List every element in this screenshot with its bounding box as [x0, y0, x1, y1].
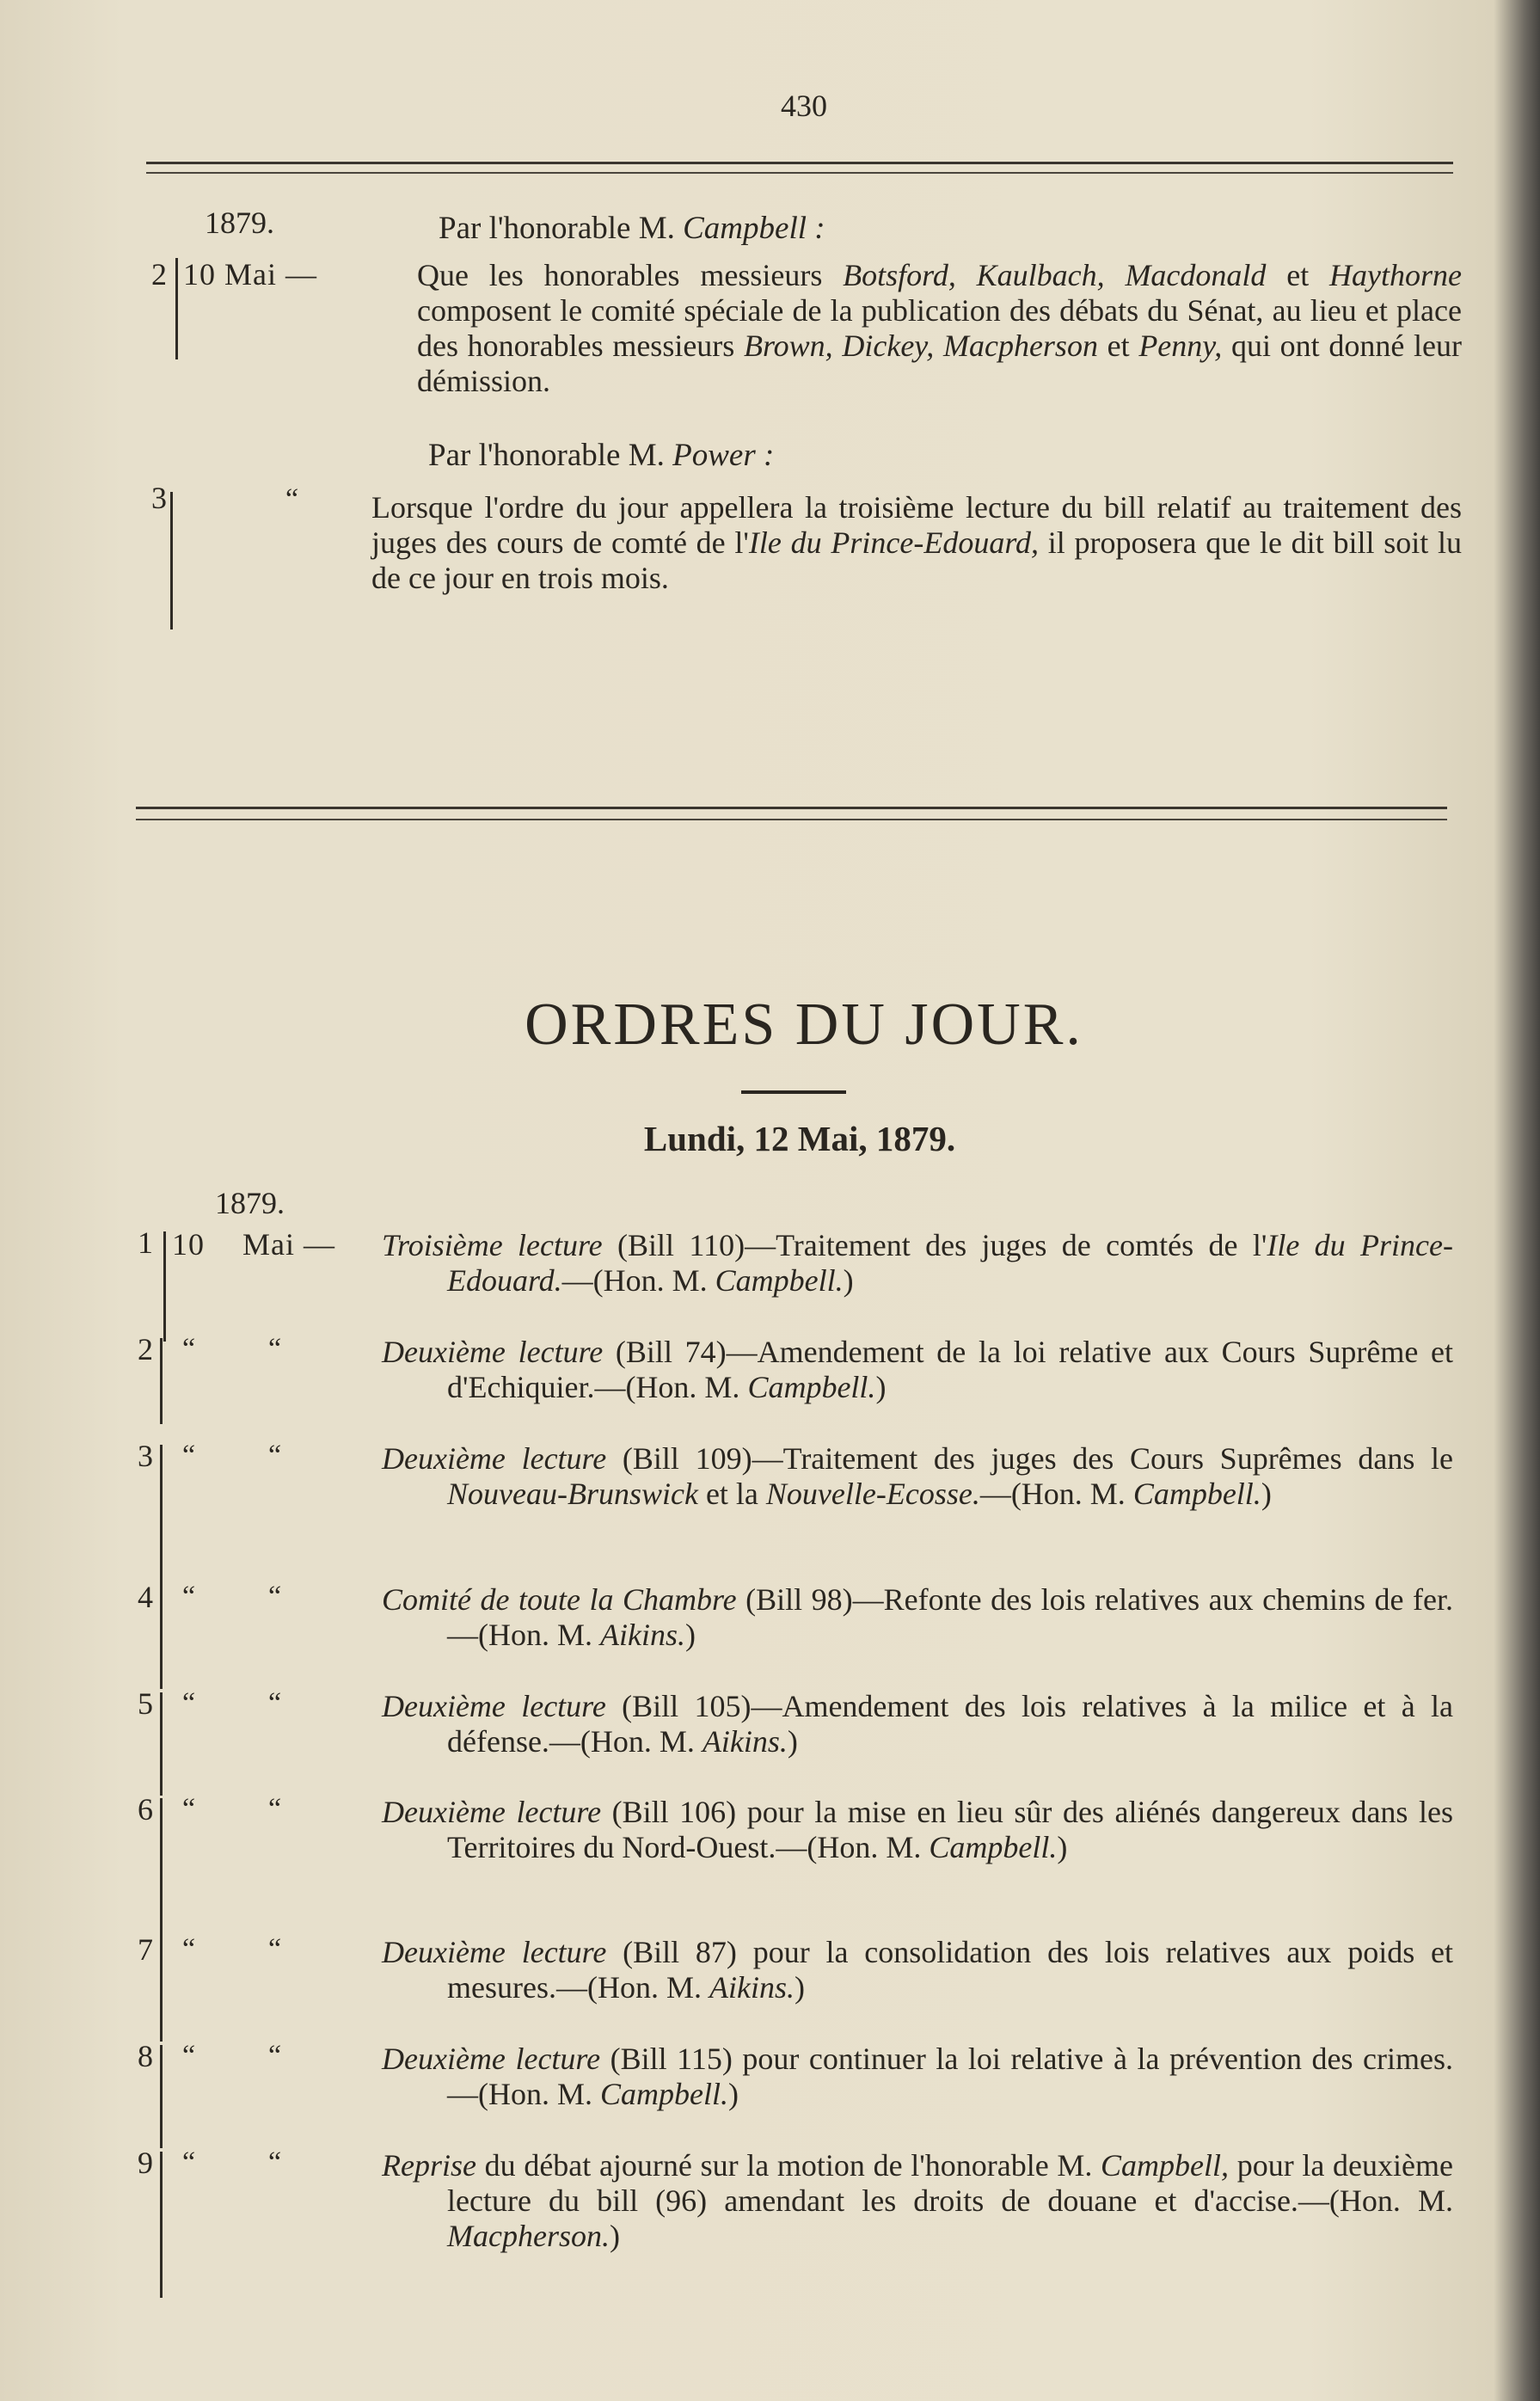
order-date-month: “ [268, 1687, 282, 1719]
text-run: ) [684, 1618, 696, 1652]
text-run: (Bill 115) pour continuer la loi relative à la prévention des crimes.—(Hon. M. [447, 2042, 1453, 2111]
text-run: Lorsque l'ordre du jour appellera la troisième lecture du bill relatif au traitement des juges des cours de comté de l' [371, 490, 1462, 560]
order-number: 9 [138, 2146, 153, 2180]
order-date-day: “ [182, 1933, 196, 1965]
motion-2-date: 10 Mai — [183, 257, 317, 292]
order-date-day: 10 [172, 1227, 205, 1262]
order-number: 5 [138, 1686, 153, 1721]
motion-2-marker [175, 258, 178, 359]
italic-text: Aikins. [709, 1970, 795, 2005]
motion-3-number: 3 [151, 481, 167, 515]
italic-text: Nouveau-Brunswick [447, 1477, 698, 1511]
italic-text: Comité de toute la Chambre [382, 1582, 737, 1617]
order-date-month: “ [268, 2146, 282, 2178]
motion-3-text [371, 490, 1462, 596]
text-run: ) [728, 2077, 739, 2111]
orders-year: 1879. [215, 1186, 285, 1220]
order-text [382, 1335, 1454, 1405]
italic-text: Deuxième lecture [382, 2042, 601, 2076]
order-date-month: “ [268, 1793, 282, 1825]
italic-text: Haythorne [1329, 258, 1462, 292]
italic-text: Botsford, Kaulbach, Macdonald [843, 258, 1267, 292]
text-run: ) [1057, 1830, 1068, 1864]
order-number: 2 [138, 1332, 153, 1366]
page-number: 430 [781, 89, 827, 123]
order-date-month: Mai — [242, 1227, 335, 1262]
text-run: —(Hon. M. [979, 1477, 1133, 1511]
text-run: Que [417, 258, 489, 292]
order-marker [160, 1798, 163, 1944]
order-date-day: “ [182, 2146, 196, 2178]
italic-text: Penny, [1138, 329, 1223, 363]
order-date-day: “ [182, 1333, 196, 1365]
order-marker [160, 2045, 163, 2148]
text-run: (Bill 74)—Amendement de la loi relative aux Cours Suprême et d'Echiquier.—(Hon. M. [447, 1335, 1454, 1404]
text-run: qui ont donné leur démission. [417, 329, 1462, 398]
text-run: composent le comité spéciale de la publication des débats du Sénat, au lieu et place des honorables messieurs [417, 293, 1462, 363]
order-date-month: “ [268, 1440, 282, 1471]
text-run: (Bill 98)—Refonte des lois relatives aux chemins de fer.—(Hon. M. [447, 1582, 1454, 1652]
order-number: 1 [138, 1225, 153, 1260]
order-number: 3 [138, 1439, 153, 1473]
text-run: (Bill 109)—Traitement des juges des Cours Suprêmes dans le [606, 1441, 1453, 1476]
text-run: ) [875, 1370, 887, 1404]
italic-text: Campbell, [1101, 2148, 1230, 2183]
order-text [382, 2148, 1453, 2254]
motion-2-number: 2 [151, 257, 167, 292]
order-date-month: “ [268, 1581, 282, 1612]
section-rule [136, 807, 1447, 809]
motion-2-text [417, 258, 1462, 399]
order-date-month: “ [268, 2040, 282, 2072]
italic-text: Campbell. [747, 1370, 876, 1404]
order-date-day: “ [182, 2040, 196, 2072]
text-run: ) [787, 1724, 798, 1759]
italic-text: Aikins. [600, 1618, 685, 1652]
order-number: 6 [138, 1792, 153, 1827]
italic-text: Deuxième lecture [382, 1689, 606, 1723]
text-run: ) [794, 1970, 805, 2005]
italic-text: Deuxième lecture [382, 1335, 604, 1369]
order-marker [160, 1445, 163, 1591]
header-rule-2 [146, 172, 1453, 174]
order-marker [160, 1692, 163, 1796]
order-marker [163, 1231, 166, 1342]
order-text [382, 2042, 1453, 2112]
order-number: 4 [138, 1580, 153, 1614]
text-run: et [1266, 258, 1330, 292]
order-marker [160, 1338, 163, 1424]
order-date-day: “ [182, 1581, 196, 1612]
italic-text: Reprise [382, 2148, 476, 2183]
top-year: 1879. [205, 206, 274, 240]
motion-2-mover: Par l'honorable M. Campbell : [439, 211, 825, 246]
text-run: (Bill 87) pour la consolidation des lois relatives aux poids et mesures.—(Hon. M. [447, 1935, 1453, 2005]
orders-title: ORDRES DU JOUR. [525, 992, 1083, 1058]
order-text [382, 1689, 1453, 1759]
text-run: ) [843, 1263, 854, 1298]
order-text [382, 1441, 1453, 1512]
italic-text: Aikins. [702, 1724, 788, 1759]
text-run: il proposera que le dit bill soit lu de ce jour en trois mois. [371, 525, 1462, 595]
italic-text: Ile du Prince-Edouard. [447, 1228, 1453, 1298]
order-number: 8 [138, 2039, 153, 2073]
italic-text: Brown, Dickey, Macpherson [744, 329, 1098, 363]
italic-text: Campbell. [929, 1830, 1058, 1864]
text-run: (Bill 110)—Traitement des juges de comtés de l' [602, 1228, 1267, 1262]
text-run: —(Hon. M. [561, 1263, 715, 1298]
order-date-day: “ [182, 1687, 196, 1719]
italic-text: Deuxième lecture [382, 1935, 607, 1969]
order-text [382, 1582, 1454, 1653]
italic-text: Campbell. [600, 2077, 728, 2111]
motion-3-date: “ [285, 483, 299, 515]
italic-text: Deuxième lecture [382, 1795, 602, 1829]
text-run: pour la deuxième lecture du bill (96) amendant les droits de douane et d'accise.—(Hon. M. [447, 2148, 1453, 2218]
order-date-day: “ [182, 1440, 196, 1471]
order-marker [160, 1938, 163, 2042]
motion-3-marker [170, 492, 173, 629]
text-run: (Bill 106) pour la mise en lieu sûr des aliénés dangereux dans les Territoires du Nord-Ouest.—(Hon. M. [447, 1795, 1453, 1864]
order-number: 7 [138, 1932, 153, 1967]
text-run: ) [609, 2219, 620, 2253]
text-run: et la [697, 1477, 766, 1511]
order-date-month: “ [268, 1933, 282, 1965]
italic-text: Campbell. [1132, 1477, 1261, 1511]
order-marker [160, 1586, 163, 1689]
italic-text: Ile du Prince-Edouard, [748, 525, 1039, 560]
text-run: du débat ajourné sur la motion de l'honorable M. [475, 2148, 1101, 2183]
section-rule-2 [136, 819, 1447, 820]
motion-3-mover: Par l'honorable M. Power : [428, 438, 775, 473]
italic-text: Campbell. [715, 1263, 844, 1298]
header-rule [146, 162, 1453, 164]
text-run: (Bill 105)—Amendement des lois relatives à la milice et à la défense.—(Hon. M. [447, 1689, 1453, 1759]
order-marker [160, 2152, 163, 2298]
order-text [382, 1228, 1453, 1299]
order-date-day: “ [182, 1793, 196, 1825]
italic-text: Nouvelle-Ecosse. [765, 1477, 980, 1511]
title-underline [741, 1090, 846, 1094]
italic-text: Macpherson. [447, 2219, 610, 2253]
italic-text: Deuxième lecture [382, 1441, 607, 1476]
text-run: ) [1261, 1477, 1272, 1511]
italic-text: Troisième lecture [382, 1228, 603, 1262]
order-text [382, 1935, 1453, 2005]
order-date-month: “ [268, 1333, 282, 1365]
order-text [382, 1795, 1453, 1865]
orders-day: Lundi, 12 Mai, 1879. [643, 1119, 956, 1158]
text-run: et [1097, 329, 1139, 363]
text-run: les honorables messieurs [488, 258, 844, 292]
